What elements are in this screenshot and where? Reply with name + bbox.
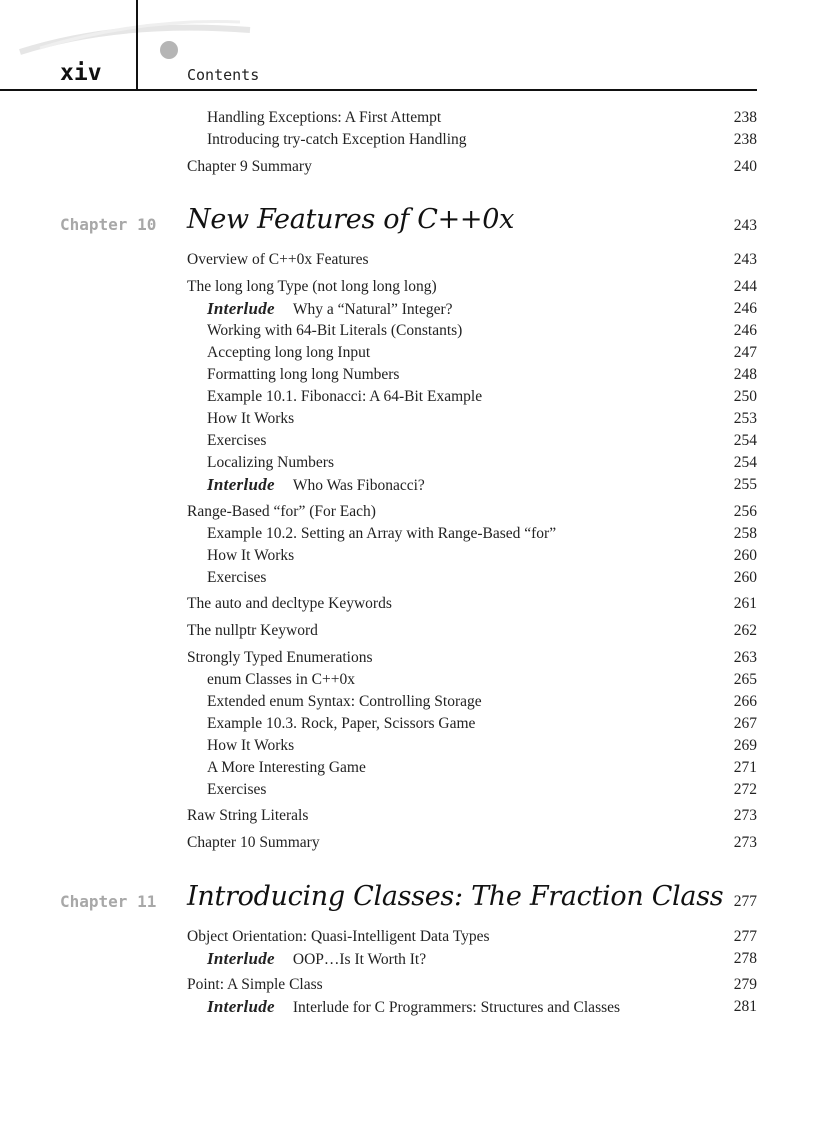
chapter-page: 277 — [733, 893, 757, 910]
toc-entry-title: Example 10.3. Rock, Paper, Scissors Game — [207, 715, 476, 732]
toc-entry-title: Interlude for C Programmers: Structures and Classes — [292, 999, 621, 1016]
interlude-tag: Interlude — [207, 299, 275, 318]
chapter-title[interactable]: Introducing Classes: The Fraction Class — [187, 881, 724, 912]
toc-entry[interactable] — [187, 594, 757, 614]
toc-entry-page: 248 — [733, 366, 757, 383]
toc-entry-page: 246 — [733, 300, 757, 317]
toc-entry-title: Working with 64-Bit Literals (Constants) — [207, 322, 463, 339]
toc-entry-title: How It Works — [207, 547, 295, 564]
toc-entry[interactable] — [207, 299, 757, 320]
toc-entry-title: Point: A Simple Class — [187, 976, 323, 993]
toc-entry-title: How It Works — [207, 410, 295, 427]
toc-entry-title: Formatting long long Numbers — [207, 366, 400, 383]
toc-entry-page: 246 — [733, 322, 757, 339]
chapter-title[interactable]: New Features of C++0x — [187, 204, 515, 235]
page-number: xiv — [60, 60, 102, 86]
toc-entry[interactable] — [207, 780, 757, 800]
toc-entry[interactable] — [207, 475, 757, 496]
toc-entry-page: 244 — [733, 278, 757, 295]
toc-entry-page: 261 — [733, 595, 757, 612]
toc-entry-title: Introducing try-catch Exception Handling — [207, 131, 467, 148]
toc-entry-title: enum Classes in C++0x — [207, 671, 355, 688]
toc-entry-title: Why a “Natural” Integer? — [292, 301, 453, 318]
interlude-tag: Interlude — [207, 949, 275, 968]
toc-entry-page: 260 — [733, 547, 757, 564]
toc-entry-title: Localizing Numbers — [207, 454, 334, 471]
toc-entry-title: Who Was Fibonacci? — [292, 477, 425, 494]
toc-entry-title: Handling Exceptions: A First Attempt — [207, 109, 442, 126]
toc-entry[interactable] — [207, 736, 757, 756]
toc-entry-page: 273 — [733, 834, 757, 851]
toc-entry[interactable] — [187, 277, 757, 297]
toc-entry-title: The long long Type (not long long long) — [187, 278, 437, 295]
toc-entry-page: 240 — [733, 158, 757, 175]
toc-entry-page: 256 — [733, 503, 757, 520]
toc-entry-page: 277 — [733, 928, 757, 945]
toc-entry[interactable] — [187, 502, 757, 522]
toc-entry-title: Chapter 10 Summary — [187, 834, 320, 851]
toc-entry-title: The auto and decltype Keywords — [187, 595, 392, 612]
toc-entry[interactable] — [187, 621, 757, 641]
toc-entry-title: Exercises — [207, 781, 267, 798]
toc-entry[interactable] — [207, 546, 757, 566]
toc-entry[interactable] — [207, 431, 757, 451]
toc-entry[interactable] — [207, 108, 757, 128]
toc-entry-page: 250 — [733, 388, 757, 405]
toc-entry-title: OOP…Is It Worth It? — [292, 951, 427, 968]
toc-entry-page: 253 — [733, 410, 757, 427]
toc-entry-page: 266 — [733, 693, 757, 710]
toc-entry-page: 238 — [733, 131, 757, 148]
toc-entry-page: 243 — [733, 251, 757, 268]
toc-entry-page: 272 — [733, 781, 757, 798]
toc-entry-title: Extended enum Syntax: Controlling Storage — [207, 693, 482, 710]
toc-entry-page: 278 — [733, 950, 757, 967]
interlude-tag: Interlude — [207, 475, 275, 494]
toc-entry[interactable] — [187, 975, 757, 995]
toc-entry-title: Example 10.2. Setting an Array with Range-Based “for” — [207, 525, 557, 542]
toc-entry[interactable] — [207, 714, 757, 734]
toc-entry-page: 281 — [733, 998, 757, 1015]
toc-entry[interactable] — [207, 321, 757, 341]
toc-entry-title: Accepting long long Input — [207, 344, 371, 361]
toc-entry-page: 255 — [733, 476, 757, 493]
toc-entry-page: 262 — [733, 622, 757, 639]
toc-entry-title: Raw String Literals — [187, 807, 309, 824]
header-horizontal-rule — [0, 89, 757, 91]
toc-entry[interactable] — [207, 758, 757, 778]
running-head: Contents — [187, 66, 260, 84]
toc-entry[interactable] — [207, 387, 757, 407]
chapter-page: 243 — [733, 217, 757, 234]
toc-entry[interactable] — [207, 130, 757, 150]
toc-entry[interactable] — [187, 806, 757, 826]
toc-entry-page: 273 — [733, 807, 757, 824]
toc-entry-title: Object Orientation: Quasi-Intelligent Data Types — [187, 928, 490, 945]
toc-entry[interactable] — [187, 927, 757, 947]
toc-entry-title: Chapter 9 Summary — [187, 158, 312, 175]
toc-entry-page: 265 — [733, 671, 757, 688]
toc-entry-title: Example 10.1. Fibonacci: A 64-Bit Example — [207, 388, 483, 405]
toc-entry-page: 254 — [733, 432, 757, 449]
toc-entry-title: Overview of C++0x Features — [187, 251, 369, 268]
toc-entry[interactable] — [207, 365, 757, 385]
toc-entry-page: 258 — [733, 525, 757, 542]
toc-entry-page: 247 — [733, 344, 757, 361]
header-vertical-rule — [136, 0, 138, 90]
toc-entry[interactable] — [207, 453, 757, 473]
toc-entry[interactable] — [207, 670, 757, 690]
toc-entry[interactable] — [187, 833, 757, 853]
toc-entry[interactable] — [187, 648, 757, 668]
toc-entry[interactable] — [207, 343, 757, 363]
toc-entry[interactable] — [207, 949, 757, 970]
toc-entry-title: Strongly Typed Enumerations — [187, 649, 373, 666]
chapter-label: Chapter 10 — [60, 215, 157, 234]
toc-entry[interactable] — [207, 997, 757, 1018]
toc-entry-page: 271 — [733, 759, 757, 776]
toc-entry-title: Exercises — [207, 569, 267, 586]
toc-entry-title: Exercises — [207, 432, 267, 449]
toc-entry[interactable] — [187, 157, 757, 177]
interlude-tag: Interlude — [207, 997, 275, 1016]
toc-entry[interactable] — [207, 524, 757, 544]
toc-entry[interactable] — [207, 692, 757, 712]
toc-entry-page: 279 — [733, 976, 757, 993]
toc-entry-page: 254 — [733, 454, 757, 471]
chapter-label: Chapter 11 — [60, 892, 157, 911]
toc-entry-page: 263 — [733, 649, 757, 666]
toc-entry-title: A More Interesting Game — [207, 759, 366, 776]
toc-entry-page: 238 — [733, 109, 757, 126]
toc-entry-title: Range-Based “for” (For Each) — [187, 503, 376, 520]
toc-entry[interactable] — [187, 250, 757, 270]
toc-entry[interactable] — [207, 409, 757, 429]
toc-entry-page: 260 — [733, 569, 757, 586]
toc-entry-page: 269 — [733, 737, 757, 754]
decorative-swoosh-icon — [0, 0, 280, 70]
toc-entry-title: How It Works — [207, 737, 295, 754]
page-header — [0, 0, 816, 92]
toc-entry-page: 267 — [733, 715, 757, 732]
toc-entry-title: The nullptr Keyword — [187, 622, 318, 639]
toc-entry[interactable] — [207, 568, 757, 588]
